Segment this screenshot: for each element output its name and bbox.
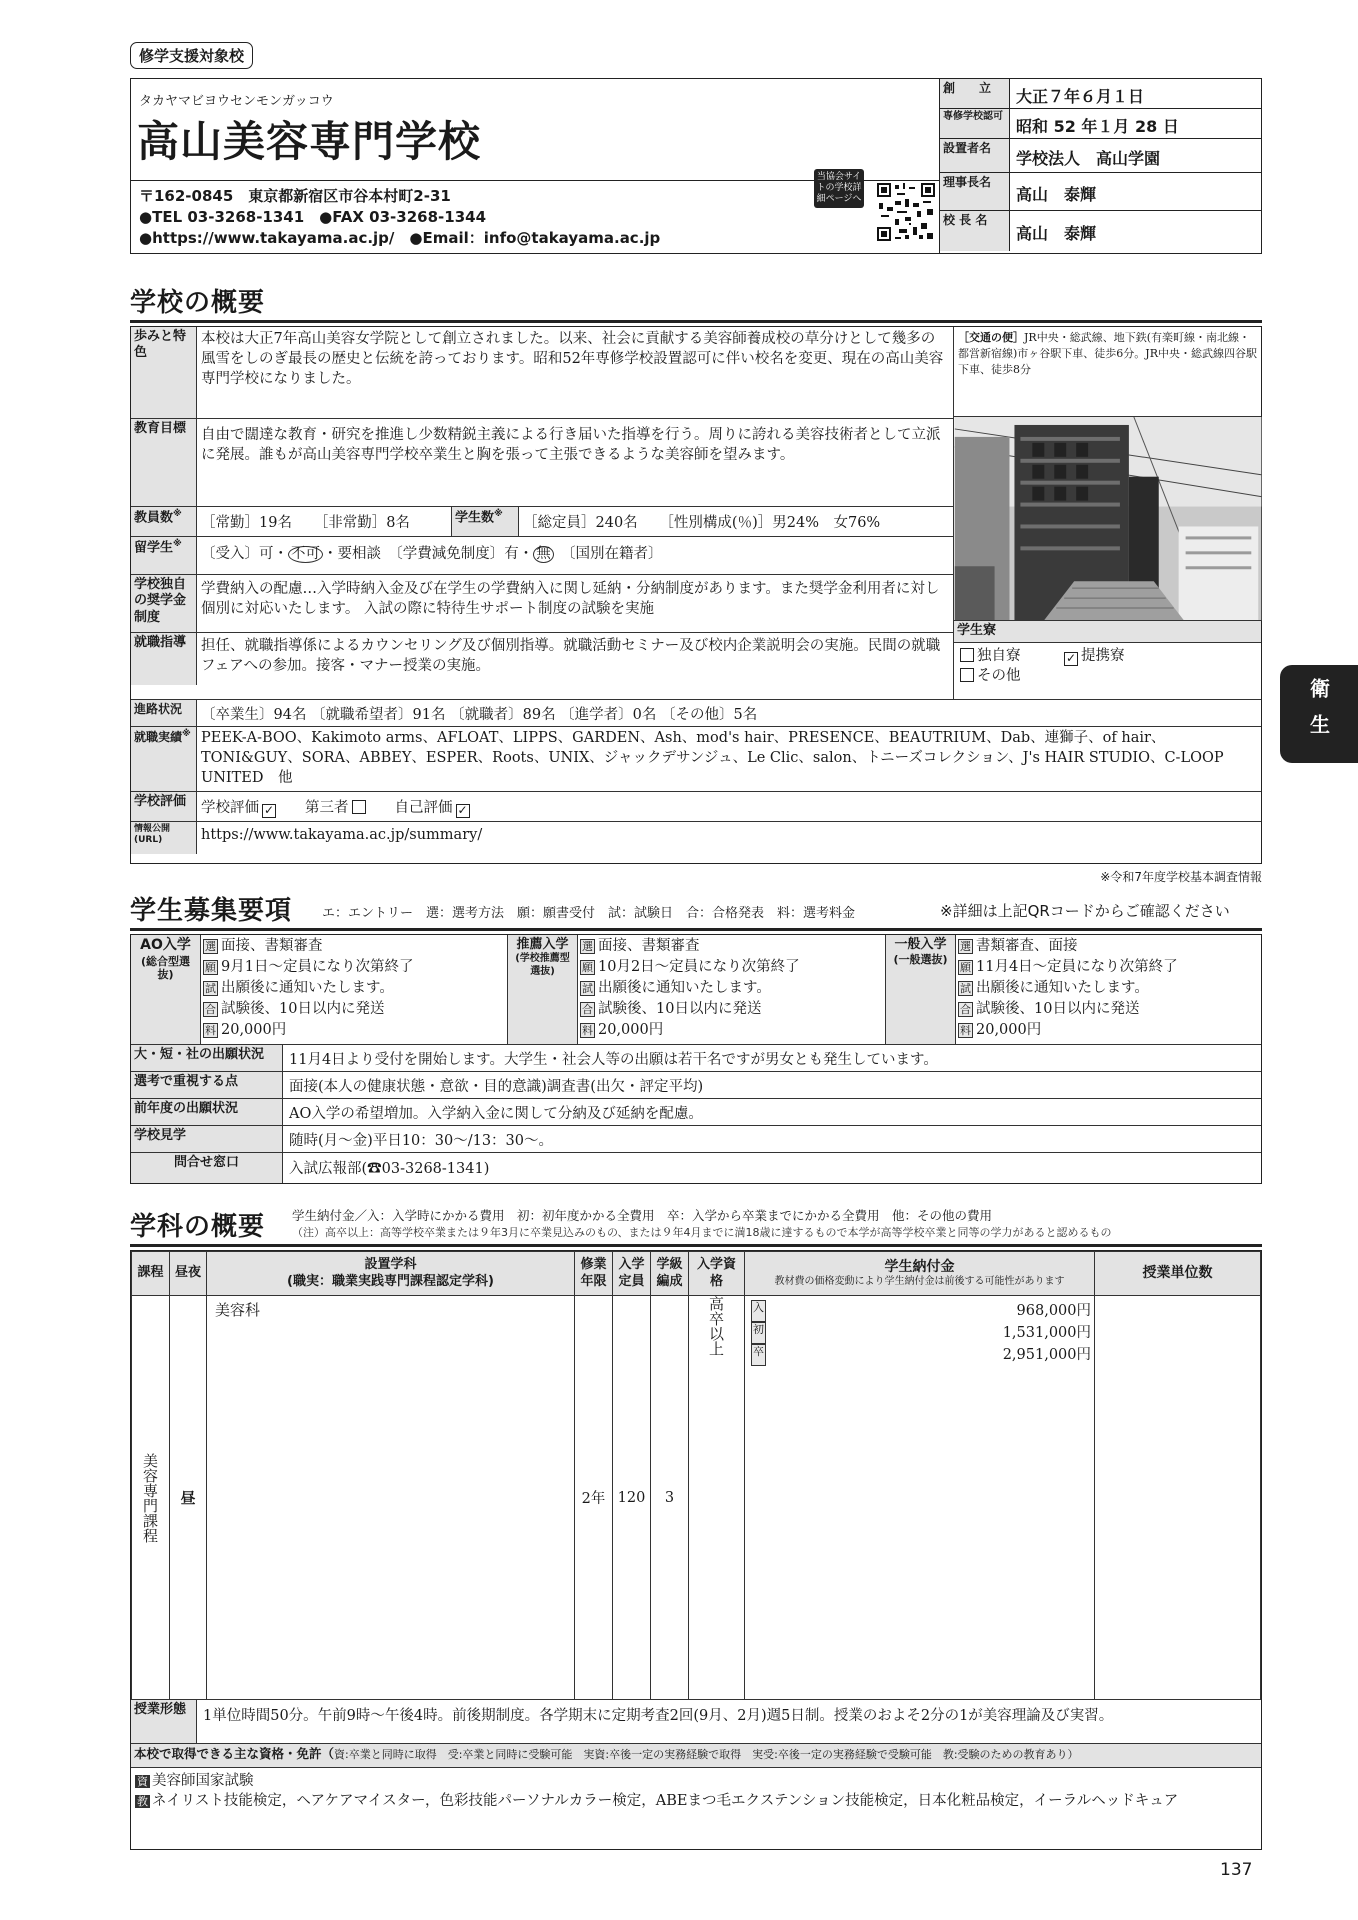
school-building-photo — [954, 417, 1262, 621]
qualification-note: （注）高卒以上：高等学校卒業または９年3月に卒業見込みのもの、または９年4月までに満18歳に達するもので本学が高等学校卒業と同等の学力があると認めるもの — [292, 1226, 1112, 1239]
overview-title: 学校の概要 — [130, 288, 266, 318]
job-placements: PEEK-A-BOO、Kakimoto arms、AFLOAT、LIPPS、GARDEN、Ash、mod's hair、PRESENCE、BEAUTRIUM、Dab、連獅子、of hair、TONI&GUY、SORA、ABBEY、ESPER、Roots、UNIX、ジャックデサンジュ、Le Clic、salon、トニーズコレクション、J's HAIR STUDIO、C-LOOP UNITED 他 — [201, 730, 1224, 786]
overview-table: 歩みと特色 本校は大正7年高山美容女学院として創立されました。以来、社会に貢献する美容師養成校の草分けとして幾多の風雪をしのぎ最長の歴史と伝統を誇っております。昭和52年専修学校設置認可に伴い校名を変更、現在の高山美容専門学校になりました。 教育目標 自由で闊達な教育・研究を推進し少数精鋭主義による行き届いた指導を行う。周りに誇れる美容技術者として立派に発展。誰もが高山美容専門学校卒業生と胸を張って主張できるような美容師を望みます。 教員数※ ［常勤］19名 ［非常勤］8名 学生数※ ［総定員］240名 ［性別構成(％)］男24% 女76% 留学生※ 〔受入〕可・ 不可 ・要相談 〔学費減免制度〕有・ 無 〔国別在籍者〕 学校独自の奨学金制度 学費納入の配慮…入学時納入金及び在学生の学費納入に関し延納・分納制度があります。また奨学金利用者に対し個別に対応いたします。 入試の際に特待生サポート制度の試験を実施 就職指導 担任、就職指導係によるカウンセリング及び個別指導。就職活動セミナー及び校内企業説明会の実施。民間の就職フェアへの参加。接客・マナー授業の実施。 ［交通の便］JR中央・総武線、地下鉄(有楽町線・南北線・都営新宿線)市ヶ谷駅下車、徒歩6分。JR中央・総武線四谷駅下車、徒歩8分 学生寮 独自寮 ✓ 提携寮 その他 進路状況 〔卒業生〕94名 〔就職希望者〕91名 〔就職者〕89名 〔進学者〕0名 〔その他〕5名 就職実績※ PEEK-A-BOO、Kakimoto arms、AFLOAT、LIPPS、GARDEN、Ash、mod's hair、PRESENCE、BEAUTRIUM、Dab、連獅子、of hair、TONI&GUY、SORA、ABBEY、ESPER、Roots、UNIX、ジャックデサンジュ、Le Clic、salon、トニーズコレクション、J's HAIR STUDIO、C-LOOP UNITED 他 学校評価 学校評価 ✓ 第三者 自己評価 ✓ 情報公開(URL) https://www.takayama.ac.jp/summary/ — [130, 326, 1262, 864]
recruit-legend: エ：エントリー 選：選考方法 願：願書受付 試：試験日 合：合格発表 料：選考料金 — [322, 906, 856, 921]
school-address: 〒162-0845 東京都新宿区市谷本村町2-31 — [139, 187, 451, 205]
ao-admission: 選 面接、書類審査 願 9月1日～定員になり次第終了 試 出願後に通知いたします。 合 試験後、10日以内に発送 料 20,000円 — [201, 935, 508, 1044]
time-of-day: 昼 — [170, 1296, 207, 1700]
campus-visit: 随時(月～金)平日10：30～/13：30～。 — [289, 1133, 554, 1149]
admission-qualification: 高卒以上 — [689, 1296, 745, 1700]
goal-text: 自由で闊達な教育・研究を推進し少数精鋭主義による行き届いた指導を行う。周りに誇れる美容技術者として立派に発展。誰もが高山美容専門学校卒業生と胸を張って主張できるような美容師を望みます。 — [201, 427, 941, 463]
recommend-admission: 選 面接、書類審査 願 10月2日～定員になり次第終了 試 出願後に通知いたします。 合 試験後、10日以内に発送 料 20,000円 — [578, 935, 886, 1044]
page-number: 137 — [1220, 1860, 1253, 1880]
school-phone: ●TEL 03-3268-1341 ●FAX 03-3268-1344 — [139, 208, 486, 226]
last-year-status: AO入学の希望増加。入学納入金に関して分納及び延納を配慮。 — [289, 1106, 703, 1122]
capacity: 120 — [613, 1296, 651, 1700]
history-text: 本校は大正7年高山美容女学院として創立されました。以来、社会に貢献する美容師養成校の草分けとして幾多の風雪をしのぎ最長の歴史と伝統を誇っております。昭和52年専修学校設置認可に伴い校名を変更、現在の高山美容専門学校になりました。 — [201, 331, 944, 387]
recruit-table: AO入学 (総合型選抜) 選 面接、書類審査 願 9月1日～定員になり次第終了 試 出願後に通知いたします。 合 試験後、10日以内に発送 料 20,000円 推薦入学 (学校推薦型選抜) 選 面接、書類審査 願 10月2日～定員になり次第終了 試 出願後に通知いたします。 合 試験後、10日以内に発送 料 20,000円 一般入学 (一般選抜) 選 書類審査、面接 願 11月4日～定員になり次第終了 試 出願後に通知いたします。 合 試験後、10日以内に発送 料 20,000円 大・短・社の出願状況 11月4日より受付を開始します。大学生・社会人等の出願は若干名ですが男女とも発生しています。 選考で重視する点 面接(本人の健康状態・意欲・目的意識)調査書(出欠・評定平均) 前年度の出願状況 AO入学の希望増加。入学納入金に関して分納及び延納を配慮。 学校見学 随時(月～金)平日10：30～/13：30～。 問合せ窓口 入試広報部(☎03-3268-1341) — [130, 934, 1262, 1184]
selection-focus: 面接(本人の健康状態・意欲・目的意識)調査書(出欠・評定平均) — [289, 1079, 704, 1095]
recruit-qr-note: ※詳細は上記QRコードからご確認ください — [940, 902, 1230, 920]
credit-units — [1095, 1296, 1261, 1700]
school-web[interactable]: ●https://www.takayama.ac.jp/ ●Email：info@takayama.ac.jp — [139, 229, 661, 247]
study-years: 2年 — [575, 1296, 613, 1700]
support-badge: 修学支援対象校 — [130, 42, 253, 69]
course-table: 課程 昼夜 設置学科 (職実：職業実践専門課程認定学科) 修業年限 入学定員 学級編成 入学資格 学生納付金 教材費の価格変動により学生納付金は前後する可能性があります 授業単位数 美容専門課程 昼 美容科 2年 120 3 高卒以上 入 968,000円 初 1,531,000円 卒 2,951,000円 授業形態 1単位時間50分。午前9時～午後4時。前後期制度。各学期末に定期考査2回(9月、2月)週5日制。授業のおよそ2分の1が美容理論及び実習。 本校で取得できる主な資格・免許（資:卒業と同時に取得 受:卒業と同時に受験可能 実資:卒後一定の実務経験で取得 実受:卒後一定の実務経験で受験可能 教:受験のための教育あり） 資 美容師国家試験 教 ネイリスト技能検定，ヘアケアマイスター，色彩技能パーソナルカラー検定，ABEまつ毛エクステンション技能検定，日本化粧品検定，イーラルヘッドキュア — [130, 1250, 1262, 1850]
qr-code-icon[interactable] — [877, 183, 935, 241]
side-tab-hygiene[interactable]: 衛生 — [1280, 665, 1358, 763]
contact-office: 入試広報部(☎03-3268-1341) — [289, 1161, 490, 1177]
licenses-list: 資 美容師国家試験 教 ネイリスト技能検定，ヘアケアマイスター，色彩技能パーソナルカラー検定，ABEまつ毛エクステンション技能検定，日本化粧品検定，イーラルヘッドキュア — [137, 1773, 1179, 1809]
department-name: 美容科 — [207, 1296, 575, 1700]
dorm-options: 独自寮 ✓ 提携寮 その他 — [954, 643, 1261, 689]
school-evaluation: 学校評価 ✓ 第三者 自己評価 ✓ — [201, 800, 468, 817]
school-info-table: 創 立 大正７年６月１日 専修学校認可 昭和 52 年１月 28 日 設置者名 学校法人 高山学園 理事長名 高山 泰輝 校 長 名 高山 泰輝 — [939, 79, 1261, 253]
recruit-title: 学生募集要項 — [130, 896, 293, 926]
career-path: 〔卒業生〕94名 〔就職希望者〕91名 〔就職者〕89名 〔進学者〕0名 〔その他〕5名 — [201, 707, 758, 723]
tuition-fees: 入 968,000円 初 1,531,000円 卒 2,951,000円 — [745, 1296, 1095, 1700]
school-header — [130, 78, 1262, 254]
course-type: 美容専門課程 — [132, 1296, 170, 1700]
scholarship-text: 学費納入の配慮…入学時納入金及び在学生の学費納入に関し延納・分納制度があります。また奨学金利用者に対し個別に対応いたします。 入試の際に特待生サポート制度の試験を実施 — [201, 581, 940, 617]
applicant-status: 11月4日より受付を開始します。大学生・社会人等の出願は若干名ですが男女とも発生しています。 — [289, 1052, 938, 1068]
survey-note: ※令和7年度学校基本調査情報 — [1100, 870, 1262, 884]
career-text: 担任、就職指導係によるカウンセリング及び個別指導。就職活動セミナー及び校内企業説明会の実施。民間の就職フェアへの参加。接客・マナー授業の実施。 — [201, 638, 941, 674]
student-count: ［総定員］240名 ［性別構成(％)］男24% 女76% — [523, 515, 881, 531]
class-count: 3 — [651, 1296, 689, 1700]
intl-students: 〔受入〕可・ 不可 ・要相談 〔学費減免制度〕有・ 無 〔国別在籍者〕 — [201, 546, 663, 562]
qr-note: 当協会サイトの学校詳細ページへ — [814, 169, 864, 208]
teacher-count: ［常勤］19名 ［非常勤］8名 — [201, 515, 410, 531]
access-info: ［交通の便］JR中央・総武線、地下鉄(有楽町線・南北線・都営新宿線)市ヶ谷駅下車、徒歩6分。JR中央・総武線四谷駅下車、徒歩8分 — [954, 327, 1261, 417]
school-name: 高山美容専門学校 — [137, 117, 482, 166]
school-kana: タカヤマビヨウセンモンガッコウ — [139, 94, 334, 109]
lesson-format: 1単位時間50分。午前9時～午後4時。前後期制度。各学期末に定期考査2回(9月、2月)週5日制。授業のおよそ2分の1が美容理論及び実習。 — [203, 1708, 1114, 1724]
disclosure-url[interactable]: https://www.takayama.ac.jp/summary/ — [201, 827, 483, 843]
courses-title: 学科の概要 — [130, 1212, 266, 1242]
fee-legend: 学生納付金／入：入学時にかかる費用 初：初年度かかる全費用 卒：入学から卒業までにかかる全費用 他：その他の費用 — [292, 1208, 993, 1223]
general-admission: 選 書類審査、面接 願 11月4日～定員になり次第終了 試 出願後に通知いたします。 合 試験後、10日以内に発送 料 20,000円 — [960, 938, 1178, 1038]
